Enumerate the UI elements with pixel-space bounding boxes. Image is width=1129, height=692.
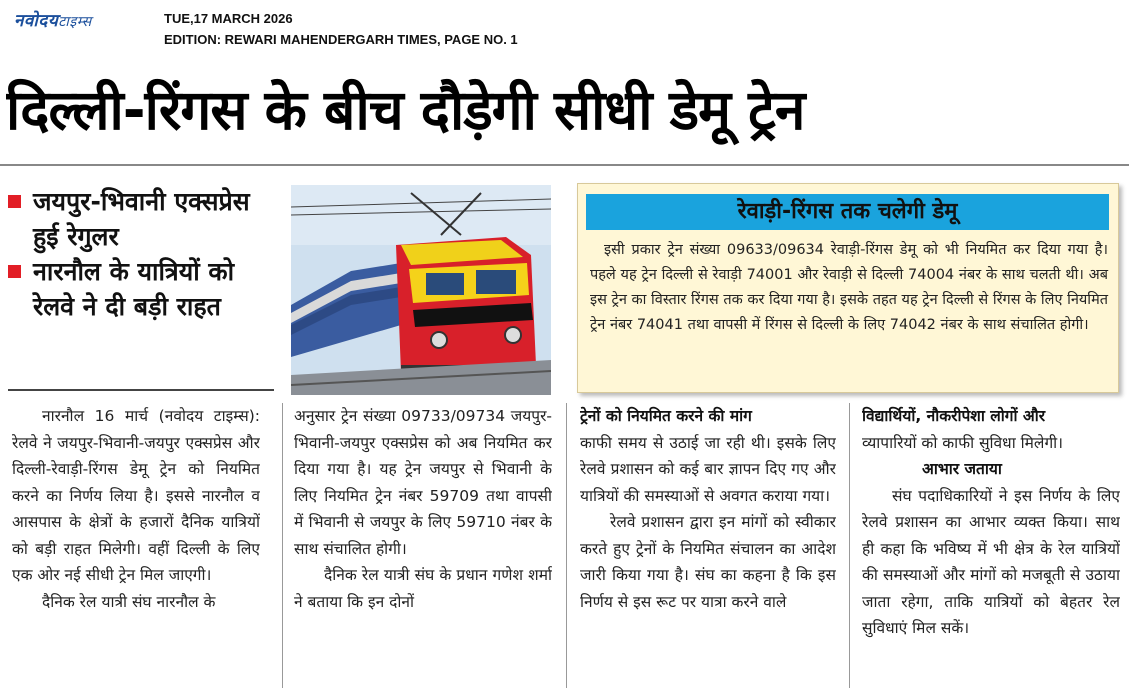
article-headline: दिल्ली-रिंगस के बीच दौड़ेगी सीधी डेमू ट्रेन xyxy=(6,78,805,142)
train-photo xyxy=(291,185,551,395)
article-paragraph: व्यापारियों को काफी सुविधा मिलेगी। xyxy=(862,433,1064,452)
highlight-item xyxy=(8,184,276,254)
highlight-text: नारनौल के यात्रियों को रेलवे ने दी बड़ी राहत xyxy=(33,257,235,321)
article-paragraph: दैनिक रेल यात्री संघ नारनौल के xyxy=(42,592,216,611)
column-divider xyxy=(282,403,283,688)
edition-name: EDITION: REWARI MAHENDERGARH TIMES, PAGE NO. 1 xyxy=(164,32,518,47)
highlight-item xyxy=(8,254,276,324)
info-box-title: रेवाड़ी-रिंगस तक चलेगी डेमू xyxy=(586,194,1109,230)
article-lead-line: ट्रेनों को नियमित करने की मांग xyxy=(580,407,752,425)
info-box xyxy=(577,183,1119,393)
article-column-4 xyxy=(862,403,1120,688)
logo-main-text: नवोदय xyxy=(14,11,59,31)
edition-header xyxy=(0,0,1129,52)
train-illustration xyxy=(291,185,551,395)
info-box-body: इसी प्रकार ट्रेन संख्या 09633/09634 रेवाड़ी-रिंगस डेमू को भी नियमित कर दिया गया है। पहले यह ट्रेन दिल्ली से रेवाड़ी 74001 और रेवाड़ी से दिल्ली 74004 नंबर के साथ चलती थी। अब इस ट्रेन का विस्तार रिंगस तक कर दिया गया है। इसके तहत यह ट्रेन दिल्ली से रिंगस के लिए नियमित ट्रेन नंबर 74041 तथा वापसी में रिंगस से दिल्ली के लिए 74042 नंबर के साथ संचालित होगी। xyxy=(590,242,1108,333)
headline-divider xyxy=(0,164,1129,166)
article-column-3 xyxy=(580,403,836,688)
article-paragraph: अनुसार ट्रेन संख्या 09733/09734 जयपुर-भिवानी-जयपुर एक्सप्रेस को अब नियमित कर दिया गया है। यह ट्रेन जयपुर से भिवानी के लिए नियमित ट्रेन नंबर 59709 तथा वापसी में भिवानी से जयपुर के लिए 59710 नंबर के साथ संचालित होगी। xyxy=(294,407,552,558)
article-lead-line: विद्यार्थियों, नौकरीपेशा लोगों और xyxy=(862,407,1046,425)
column-divider xyxy=(566,403,567,688)
news-clipping xyxy=(0,56,1129,692)
article-paragraph: संघ पदाधिकारियों ने इस निर्णय के लिए रेलवे प्रशासन का आभार व्यक्त किया। साथ ही कहा कि भविष्य में भी क्षेत्र के रेल यात्रियों की समस्याओं और मांगों को मजबूती से उठाया जाता रहेगा, ताकि यात्रियों को बेहतर रेल सुविधाएं मिल सकें। xyxy=(862,486,1120,637)
column-divider xyxy=(849,403,850,688)
article-paragraph: रेलवे प्रशासन द्वारा इन मांगों को स्वीकार करते हुए ट्रेनों के नियमित संचालन का आदेश जारी किया गया है। संघ का कहना है कि इस निर्णय से इस रूट पर यात्रा करने वाले xyxy=(580,513,836,611)
highlight-text: जयपुर-भिवानी एक्सप्रेस हुई रेगुलर xyxy=(33,187,250,251)
article-paragraph: दैनिक रेल यात्री संघ के प्रधान गणेश शर्मा ने बताया कि इन दोनों xyxy=(294,566,552,611)
article-paragraph: नारनौल 16 मार्च (नवोदय टाइम्स): रेलवे ने जयपुर-भिवानी-जयपुर एक्सप्रेस और दिल्ली-रेवाड़ी-रिंगस डेमू ट्रेन को नियमित करने का निर्णय लिया है। इससे नारनौल व आसपास के क्षेत्रों के हजारों दैनिक यात्रियों को बड़ी राहत मिलेगी। वहीं दिल्ली के लिए एक ओर नई सीधी ट्रेन मिल जाएगी। xyxy=(12,407,260,584)
article-subheading: आभार जताया xyxy=(922,460,1002,478)
edition-date: TUE,17 MARCH 2026 xyxy=(164,11,293,26)
red-bullet-icon xyxy=(8,265,21,278)
article-column-2 xyxy=(294,403,552,688)
highlights-sidebar xyxy=(8,184,276,394)
sidebar-divider xyxy=(8,389,274,391)
edition-meta xyxy=(164,8,518,50)
article-paragraph: काफी समय से उठाई जा रही थी। इसके लिए रेलवे प्रशासन को कई बार ज्ञापन दिए गए और यात्रियों की समस्याओं से अवगत कराया गया। xyxy=(580,433,836,505)
article-column-1 xyxy=(12,403,260,688)
logo-tail-text: टाइम्स xyxy=(58,14,92,30)
newspaper-logo xyxy=(14,8,92,31)
red-bullet-icon xyxy=(8,195,21,208)
